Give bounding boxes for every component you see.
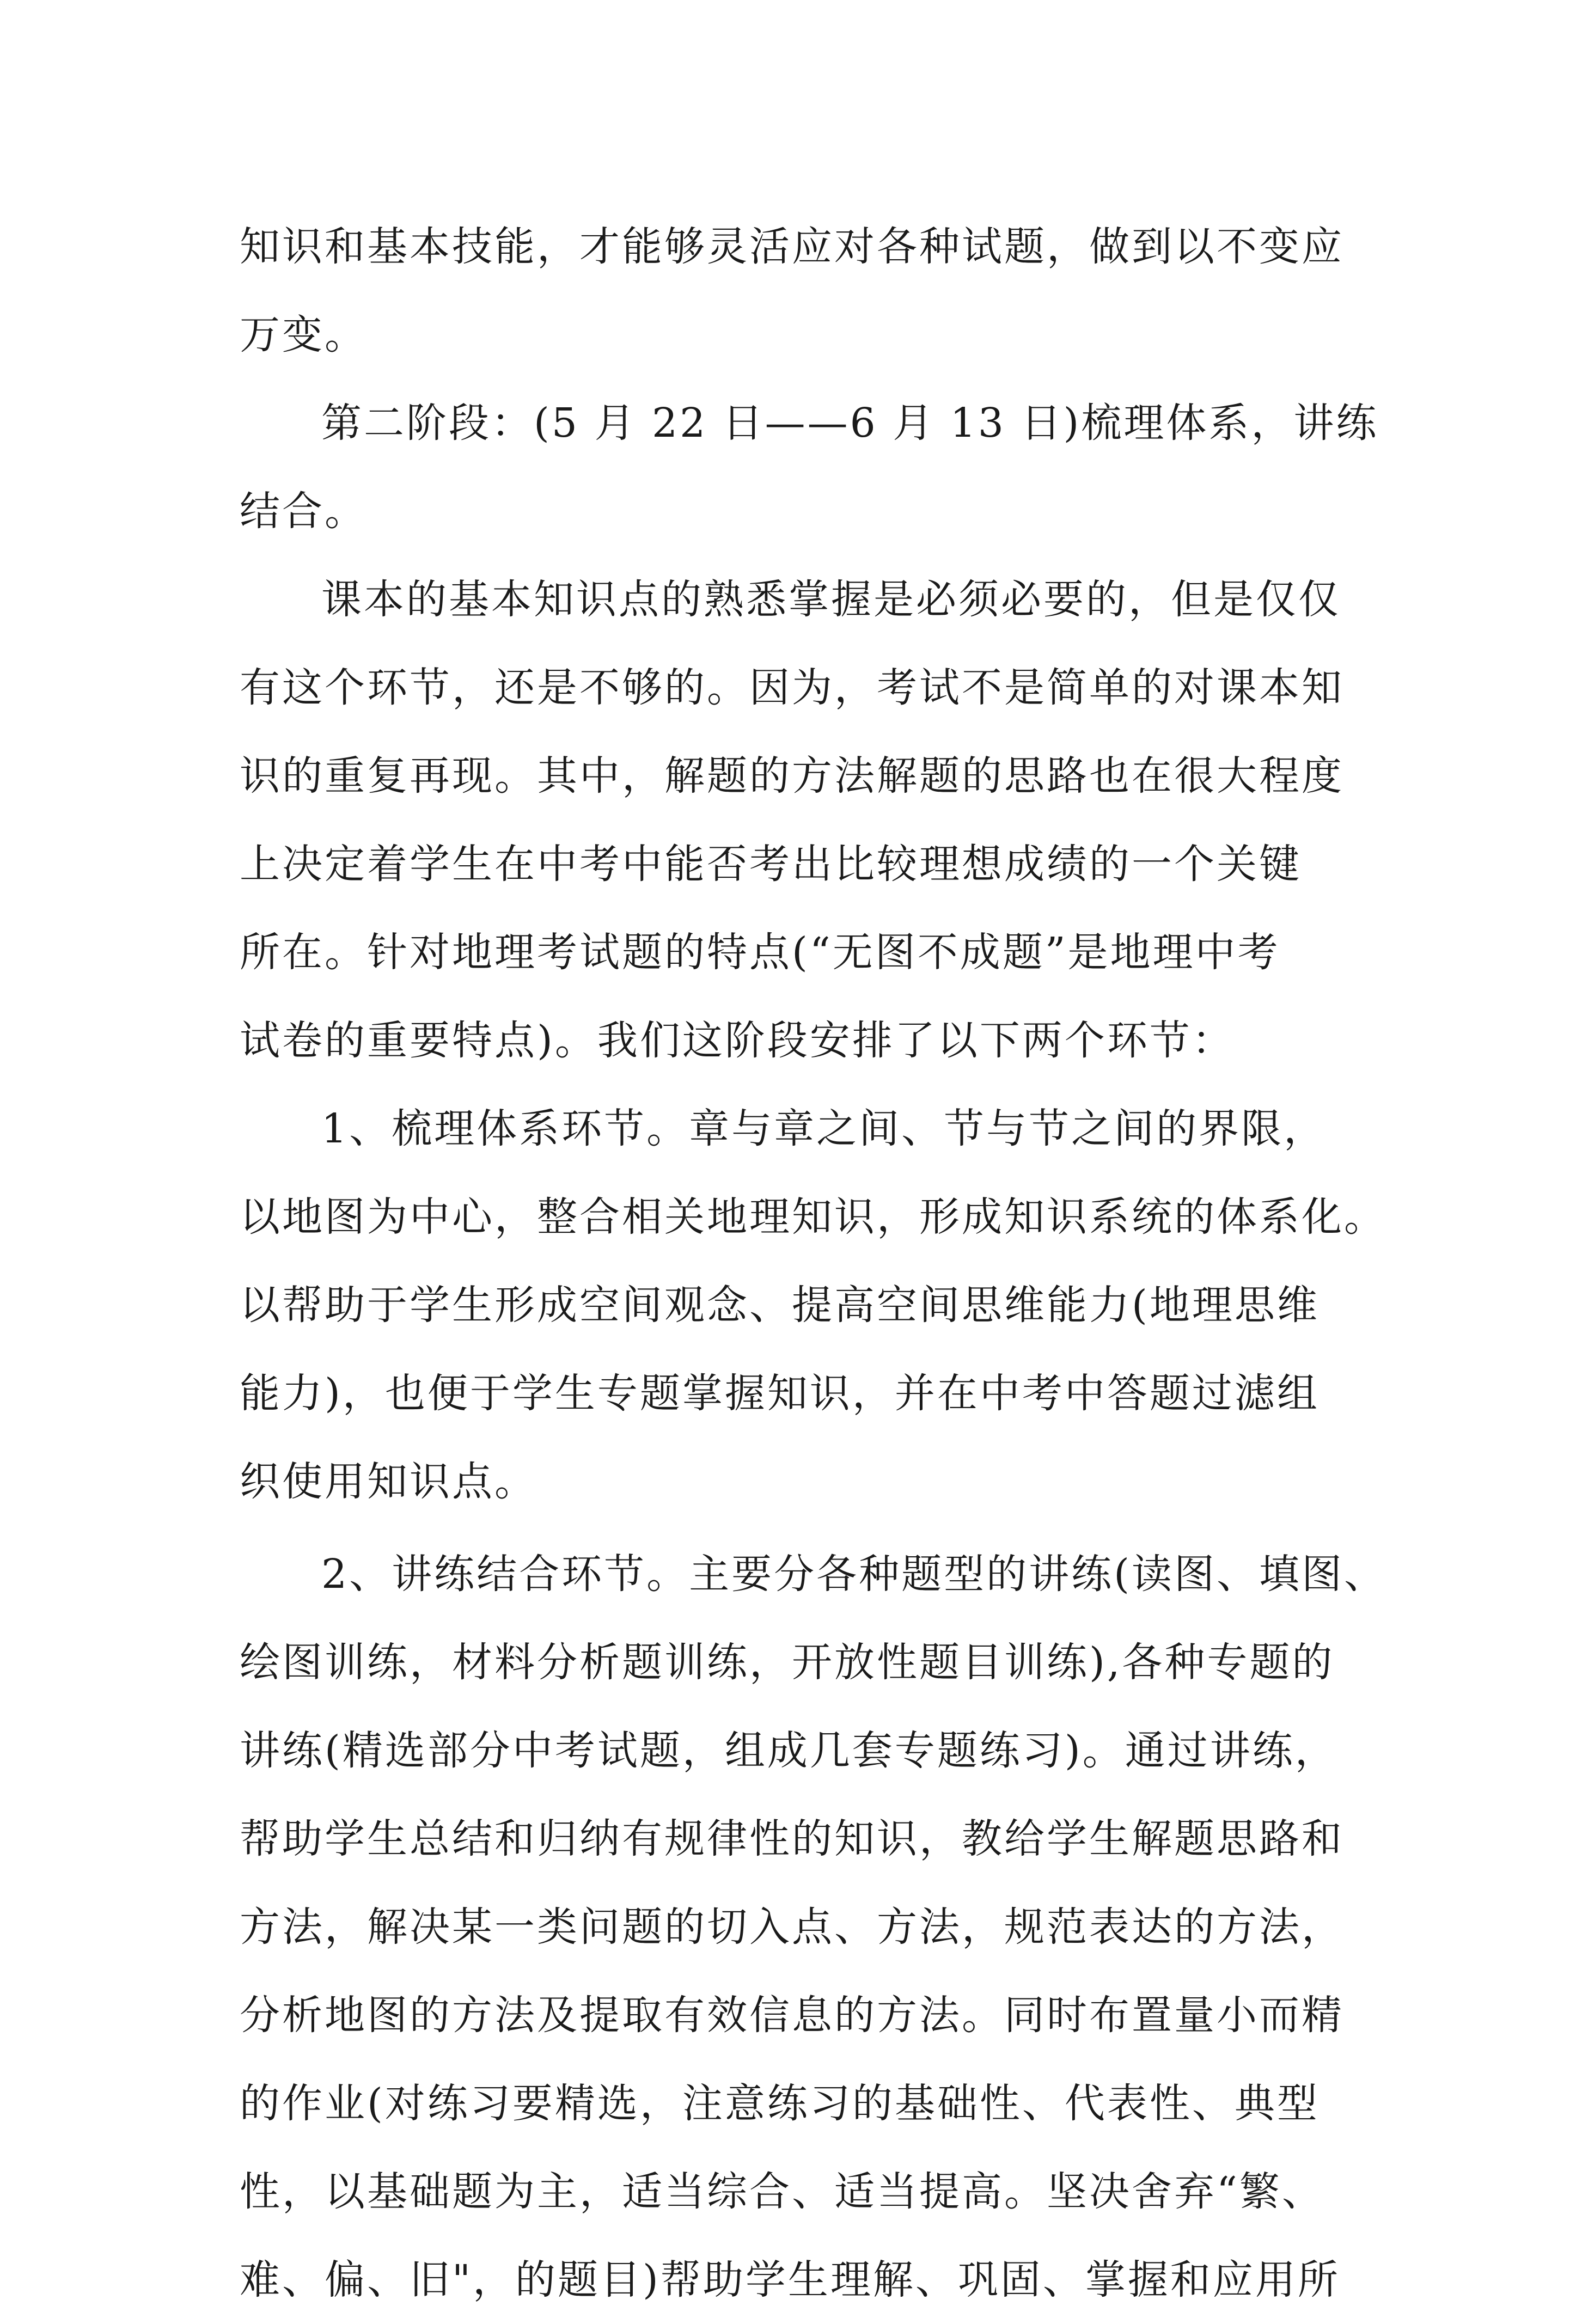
text-line: 的作业(对练习要精选，注意练习的基础性、代表性、典型 [240, 2080, 1320, 2127]
text-line: 以帮助于学生形成空间观念、提高空间思维能力(地理思维 [240, 1282, 1320, 1329]
text-line: 能力)，也便于学生专题掌握知识，并在中考中答题过滤组 [240, 1370, 1320, 1417]
text-line: 织使用知识点。 [240, 1458, 537, 1505]
text-line: 课本的基本知识点的熟悉掌握是必须必要的，但是仅仅 [321, 576, 1341, 623]
list-item-1-heading: 1、梳理体系环节。章与章之间、节与节之间的界限， [321, 1105, 1327, 1152]
text-line: 上决定着学生在中考中能否考出比较理想成绩的一个关键 [240, 841, 1302, 888]
text-line: 试卷的重要特点)。我们这阶段安排了以下两个环节： [240, 1017, 1235, 1064]
text-line: 分析地图的方法及提取有效信息的方法。同时布置量小而精 [240, 1992, 1344, 2039]
text-line: 万变。 [240, 311, 367, 358]
text-line: 所在。针对地理考试题的特点(“无图不成题”是地理中考 [240, 929, 1280, 976]
text-line: 性，以基础题为主，适当综合、适当提高。坚决舍弃“繁、 [240, 2168, 1324, 2215]
text-line: 讲练(精选部分中考试题，组成几套专题练习)。通过讲练， [240, 1727, 1337, 1774]
body-text [240, 203, 1386, 2324]
text-line: 以地图为中心，整合相关地理知识，形成知识系统的体系化。 [240, 1194, 1386, 1240]
section-heading-stage-two: 第二阶段：(5 月 22 日——6 月 13 日)梳理体系，讲练 [321, 400, 1379, 447]
text-line: 难、偏、旧"，的题目)帮助学生理解、巩固、掌握和应用所 [240, 2256, 1340, 2303]
text-line: 帮助学生总结和归纳有规律性的知识，教给学生解题思路和 [240, 1815, 1344, 1862]
text-line: 知识和基本技能，才能够灵活应对各种试题，做到以不变应 [240, 223, 1344, 270]
text-line: 绘图训练，材料分析题训练，开放性题目训练),各种专题的 [240, 1639, 1335, 1686]
text-line: 有这个环节，还是不够的。因为，考试不是简单的对课本知 [240, 664, 1344, 711]
text-line: 结合。 [240, 488, 367, 535]
text-line: 方法，解决某一类问题的切入点、方法，规范表达的方法， [240, 1904, 1344, 1950]
list-item-2-heading: 2、讲练结合环节。主要分各种题型的讲练(读图、填图、 [321, 1551, 1386, 1598]
text-line: 识的重复再现。其中，解题的方法解题的思路也在很大程度 [240, 753, 1344, 799]
